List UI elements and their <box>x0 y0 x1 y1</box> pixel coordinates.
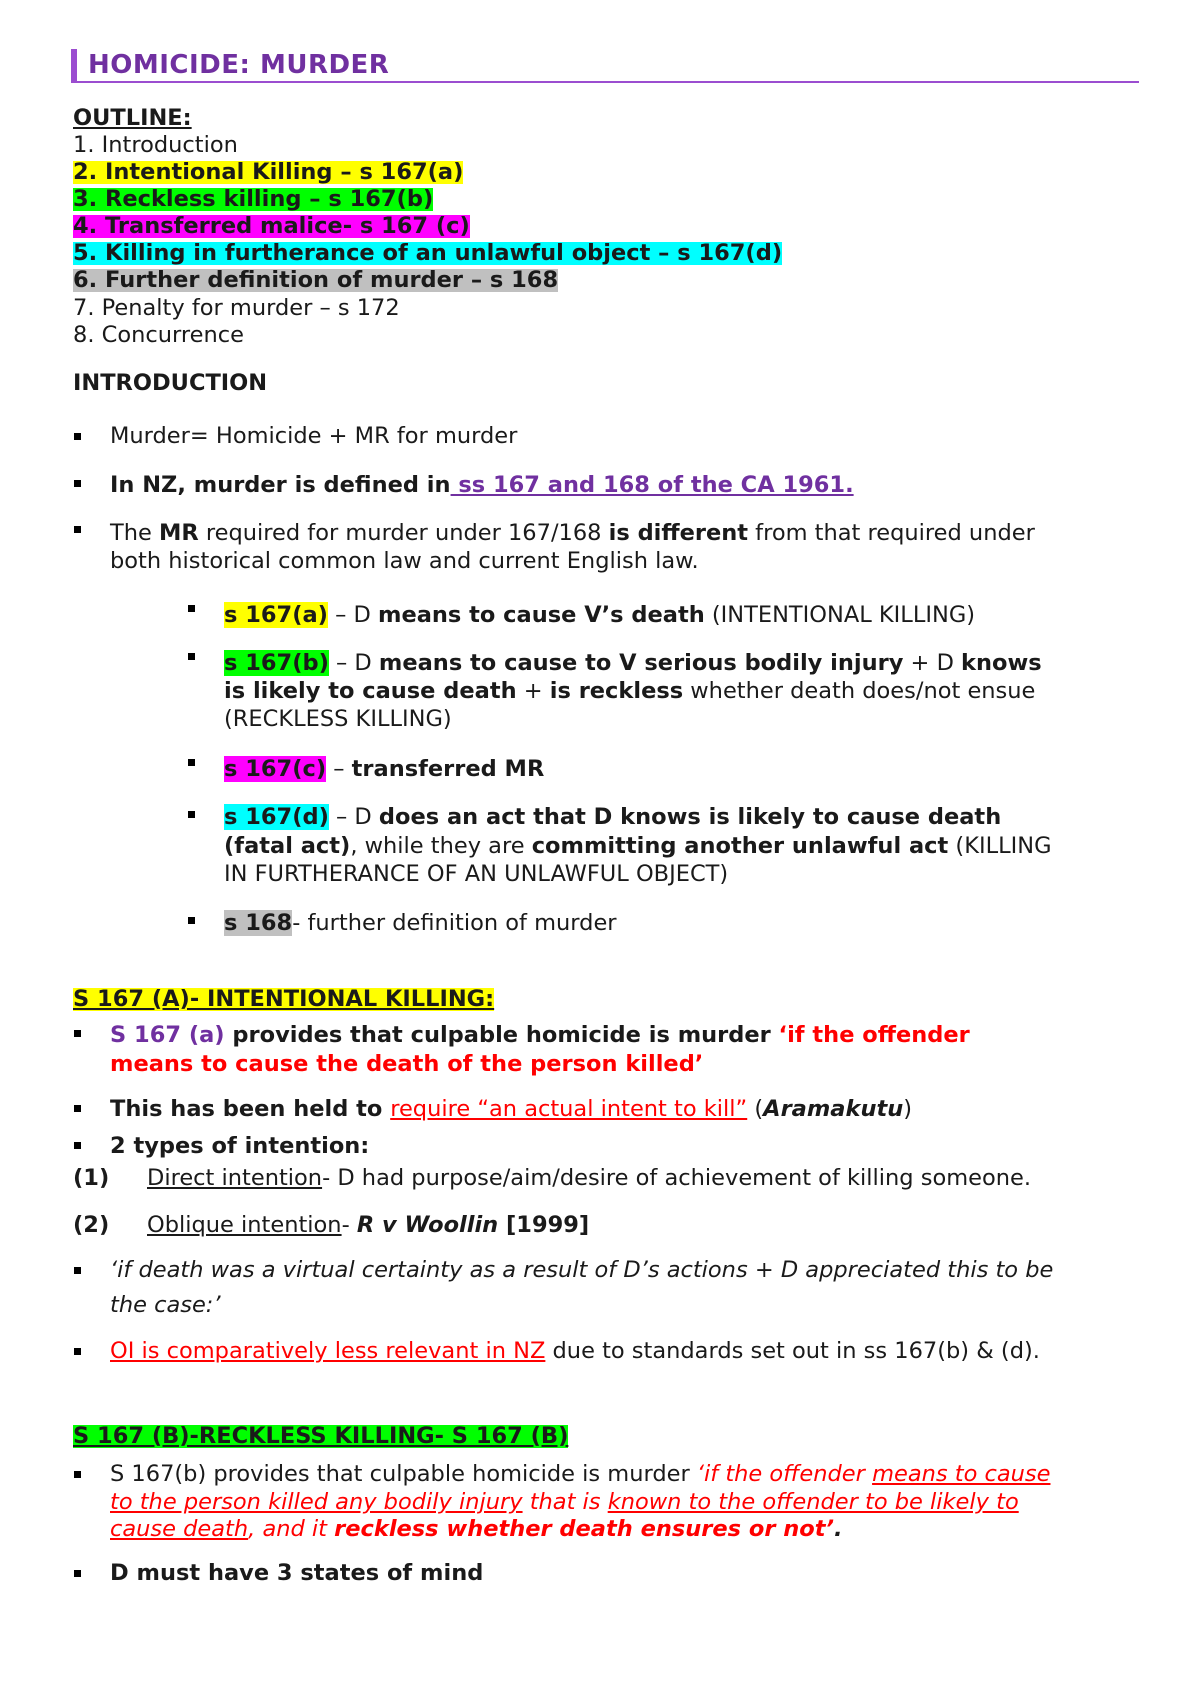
outline-item-2: 2. Intentional Killing – s 167(a) <box>73 159 464 185</box>
outline-item-8: 8. Concurrence <box>73 322 244 348</box>
intro-bullet-1: Murder= Homicide + MR for murder <box>110 423 518 449</box>
section-a-bullet-1: S 167 (a) provides that culpable homicide is murder ‘if the offender <box>110 1022 970 1048</box>
sub-bullet-168: s 168- further definition of murder <box>224 910 617 936</box>
outline-item-4: 4. Transferred malice- s 167 (c) <box>73 213 470 239</box>
section-a-bullet-1-line-2: means to cause the death of the person killed’ <box>110 1051 704 1077</box>
sub-bullet-167d-line-3: IN FURTHERANCE OF AN UNLAWFUL OBJECT) <box>224 861 729 887</box>
title-accent-bar <box>71 49 77 81</box>
bullet-icon <box>188 917 195 924</box>
section-b-heading: S 167 (B)-RECKLESS KILLING- S 167 (B) <box>73 1423 569 1449</box>
sub-bullet-167b-line-3: (RECKLESS KILLING) <box>224 706 452 732</box>
direct-intention-item: Direct intention- D had purpose/aim/desire of achievement of killing someone. <box>147 1165 1032 1191</box>
oblique-intention-item: Oblique intention- R v Woollin [1999] <box>147 1212 590 1238</box>
intro-heading: INTRODUCTION <box>73 370 268 396</box>
sub-bullet-167d-line-2: (fatal act), while they are committing another unlawful act (KILLING <box>224 833 1052 859</box>
sub-bullet-167b: s 167(b) – D means to cause to V serious bodily injury + D knows <box>224 650 1042 676</box>
bullet-icon <box>74 480 81 487</box>
outline-item-7: 7. Penalty for murder – s 172 <box>73 295 400 321</box>
sub-bullet-167b-line-2: is likely to cause death + is reckless whether death does/not ensue <box>224 678 1036 704</box>
numbered-1-marker: (1) <box>73 1165 110 1191</box>
bullet-icon <box>74 433 81 440</box>
page-title: HOMICIDE: MURDER <box>88 50 390 80</box>
sub-bullet-167c: s 167(c) – transferred MR <box>224 756 545 782</box>
outline-item-3: 3. Reckless killing – s 167(b) <box>73 186 434 212</box>
bullet-icon <box>74 1030 81 1037</box>
section-b-bullet-1-line-3: cause death, and it reckless whether death ensures or not’. <box>110 1516 843 1542</box>
woollin-quote-line-1: ‘if death was a virtual certainty as a result of D’s actions + D appreciated this to be <box>110 1257 1054 1283</box>
bullet-icon <box>74 1105 81 1112</box>
numbered-2-marker: (2) <box>73 1212 110 1238</box>
outline-item-6: 6. Further definition of murder – s 168 <box>73 267 559 293</box>
outline-heading: OUTLINE: <box>73 105 192 131</box>
section-a-heading: S 167 (A)- INTENTIONAL KILLING: <box>73 986 495 1012</box>
section-a-bullet-2: This has been held to require “an actual intent to kill” (Aramakutu) <box>110 1096 913 1122</box>
intro-bullet-3-line-2: both historical common law and current English law. <box>110 548 699 574</box>
bullet-icon <box>74 1267 81 1274</box>
outline-item-5: 5. Killing in furtherance of an unlawful object – s 167(d) <box>73 240 783 266</box>
section-a-bullet-oi: OI is comparatively less relevant in NZ due to standards set out in ss 167(b) & (d). <box>110 1338 1040 1364</box>
section-b-bullet-2: D must have 3 states of mind <box>110 1560 484 1586</box>
bullet-icon <box>188 605 195 612</box>
sub-bullet-167d: s 167(d) – D does an act that D knows is likely to cause death <box>224 804 1002 830</box>
title-underline <box>71 81 1139 83</box>
bullet-icon <box>188 653 195 660</box>
section-a-bullet-3: 2 types of intention: <box>110 1133 370 1159</box>
woollin-quote-line-2: the case:’ <box>110 1292 221 1318</box>
bullet-icon <box>188 759 195 766</box>
section-b-bullet-1: S 167(b) provides that culpable homicide is murder ‘if the offender means to cause <box>110 1461 1051 1487</box>
bullet-icon <box>74 1471 81 1478</box>
bullet-icon <box>74 1348 81 1355</box>
intro-bullet-3: The MR required for murder under 167/168 is different from that required under <box>110 520 1035 546</box>
intro-bullet-2: In NZ, murder is defined in ss 167 and 168 of the CA 1961. <box>110 472 854 498</box>
section-b-bullet-1-line-2: to the person killed any bodily injury that is known to the offender to be likely to <box>110 1489 1019 1515</box>
bullet-icon <box>74 1570 81 1577</box>
bullet-icon <box>74 1142 81 1149</box>
sub-bullet-167a: s 167(a) – D means to cause V’s death (INTENTIONAL KILLING) <box>224 602 976 628</box>
bullet-icon <box>74 526 81 533</box>
outline-item-1: 1. Introduction <box>73 132 238 158</box>
bullet-icon <box>188 811 195 818</box>
